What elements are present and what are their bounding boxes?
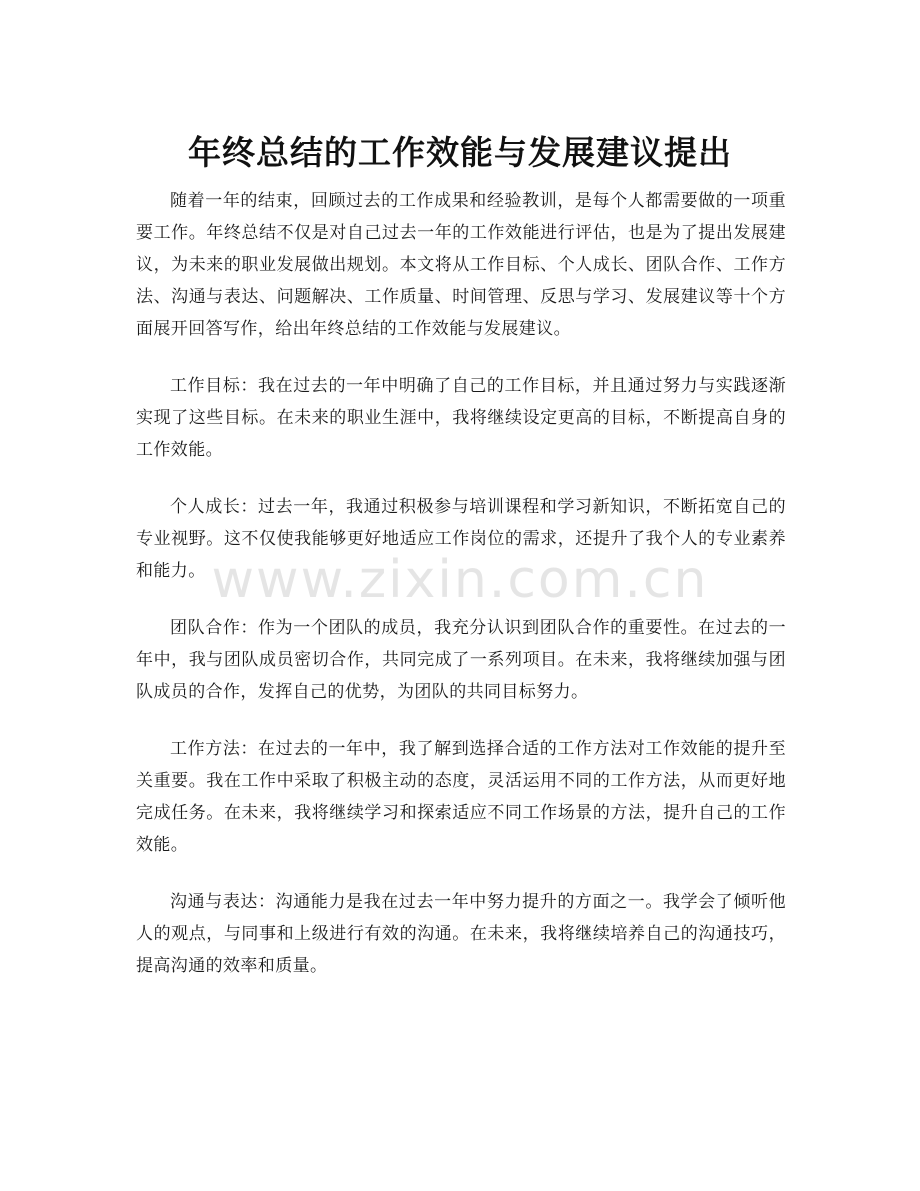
paragraph-personal-growth: 个人成长：过去一年，我通过积极参与培训课程和学习新知识，不断拓宽自己的专业视野。这不仅使我能够更好地适应工作岗位的需求，还提升了我个人的专业素养和能力。 [136, 497, 786, 581]
paragraph-work-methods: 工作方法：在过去的一年中，我了解到选择合适的工作方法对工作效能的提升至关重要。我在工作中采取了积极主动的态度，灵活运用不同的工作方法，从而更好地完成任务。在未来，我将继续学习和探索适应不同工作场景的方法，提升自己的工作效能。 [136, 739, 786, 855]
document-body [136, 185, 786, 1007]
watermark: www.zixin.com.cn [211, 550, 709, 610]
paragraph-intro: 随着一年的结束，回顾过去的工作成果和经验教训，是每个人都需要做的一项重要工作。年终总结不仅是对自己过去一年的工作效能进行评估，也是为了提出发展建议，为未来的职业发展做出规划。本文将从工作目标、个人成长、团队合作、工作方法、沟通与表达、问题解决、工作质量、时间管理、反思与学习、发展建议等十个方面展开回答写作，给出年终总结的工作效能与发展建议。 [136, 191, 786, 339]
paragraph-teamwork: 团队合作：作为一个团队的成员，我充分认识到团队合作的重要性。在过去的一年中，我与团队成员密切合作，共同完成了一系列项目。在未来，我将继续加强与团队成员的合作，发挥自己的优势，为团队的共同目标努力。 [136, 618, 786, 702]
paragraph-communication: 沟通与表达：沟通能力是我在过去一年中努力提升的方面之一。我学会了倾听他人的观点，与同事和上级进行有效的沟通。在未来，我将继续培养自己的沟通技巧，提高沟通的效率和质量。 [136, 892, 786, 976]
document-title: 年终总结的工作效能与发展建议提出 [188, 133, 732, 173]
paragraph-work-goals: 工作目标：我在过去的一年中明确了自己的工作目标，并且通过努力与实践逐渐实现了这些目标。在未来的职业生涯中，我将继续设定更高的目标，不断提高自身的工作效能。 [136, 376, 786, 460]
